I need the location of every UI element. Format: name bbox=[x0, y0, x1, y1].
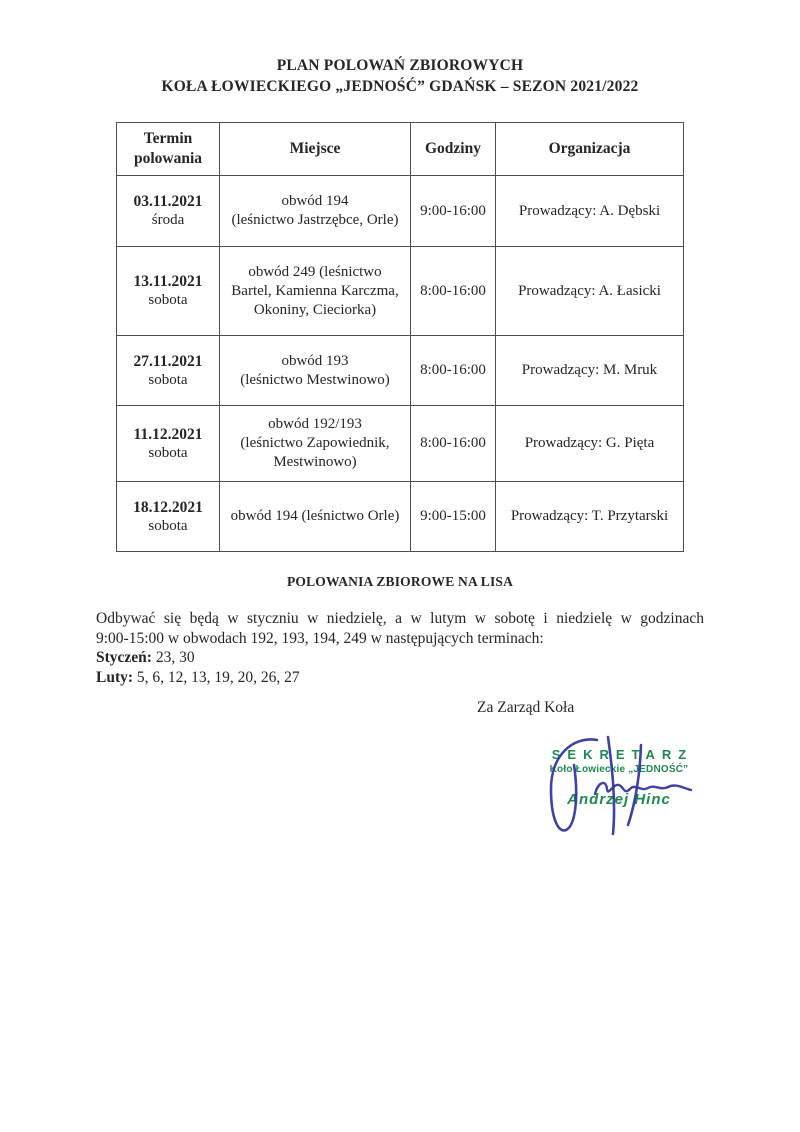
term-label: Styczeń: bbox=[96, 649, 152, 666]
cell-miejsce bbox=[220, 247, 411, 336]
hunt-date: 11.12.2021 bbox=[133, 425, 203, 443]
stamp-signer-name: Andrzej Hinc bbox=[567, 791, 671, 808]
hunt-weekday: sobota bbox=[148, 371, 188, 388]
place-line: Okoniny, Cieciorka) bbox=[253, 301, 377, 318]
table-row bbox=[117, 176, 684, 247]
term-label: Luty: bbox=[96, 668, 134, 686]
intro-line: 9:00-15:00 w obwodach 192, 193, 194, 249 w następujących terminach: bbox=[96, 629, 544, 647]
cell-godziny: 8:00-16:00 bbox=[411, 247, 496, 336]
hunt-schedule-table bbox=[116, 122, 684, 552]
stamp bbox=[541, 747, 697, 808]
term-line bbox=[96, 648, 704, 668]
fox-section-heading: POLOWANIA ZBIOROWE NA LISA bbox=[286, 574, 514, 589]
stamp-role-text: SEKRETARZ bbox=[551, 747, 694, 762]
table-row bbox=[117, 247, 684, 336]
cell-organizacja: Prowadzący: A. Dębski bbox=[496, 176, 684, 247]
column-header-termin: Termin polowania bbox=[117, 123, 220, 176]
cell-organizacja: Prowadzący: M. Mruk bbox=[496, 336, 684, 406]
hunt-date: 13.11.2021 bbox=[133, 273, 203, 290]
hunt-weekday: sobota bbox=[148, 292, 188, 308]
place-line: Mestwinowo) bbox=[273, 454, 357, 470]
hunt-date: 18.12.2021 bbox=[133, 498, 203, 516]
cell-termin bbox=[117, 482, 220, 552]
place-line: (leśnictwo Zapowiednik, bbox=[240, 435, 390, 451]
place-line: (leśnictwo Mestwinowo) bbox=[240, 371, 390, 388]
cell-miejsce bbox=[220, 176, 411, 247]
cell-miejsce bbox=[220, 482, 411, 552]
hunt-date: 03.11.2021 bbox=[133, 193, 203, 210]
document-title-line1: PLAN POLOWAŃ ZBIOROWYCH bbox=[276, 57, 524, 74]
cell-organizacja: Prowadzący: T. Przytarski bbox=[496, 482, 684, 552]
place-line: obwód 194 bbox=[281, 193, 349, 209]
place-line: obwód 192/193 bbox=[268, 416, 362, 432]
cell-miejsce bbox=[220, 336, 411, 406]
table-header-row bbox=[117, 123, 684, 176]
stamp-club-text: Koło Łowieckie „JEDNOŚĆ” bbox=[549, 764, 689, 775]
term-line bbox=[96, 668, 704, 688]
place-line: obwód 194 (leśnictwo Orle) bbox=[230, 508, 400, 524]
term-dates: 5, 6, 12, 13, 19, 20, 26, 27 bbox=[133, 668, 300, 686]
fox-section-body bbox=[96, 609, 704, 687]
hunt-table-body bbox=[117, 176, 684, 552]
cell-termin bbox=[117, 176, 220, 247]
cell-godziny: 8:00-16:00 bbox=[411, 406, 496, 482]
intro-line: Odbywać się będą w styczniu w niedzielę, a w lutym w sobotę i niedzielę w godzinach bbox=[96, 610, 704, 627]
column-header-miejsce: Miejsce bbox=[220, 123, 411, 176]
hunt-weekday: środa bbox=[151, 212, 185, 228]
hunt-date: 27.11.2021 bbox=[133, 352, 203, 370]
cell-termin bbox=[117, 247, 220, 336]
cell-termin bbox=[117, 336, 220, 406]
table-header bbox=[117, 123, 684, 176]
place-line: Bartel, Kamienna Karczma, bbox=[231, 282, 399, 299]
place-line: obwód 249 (leśnictwo bbox=[248, 263, 382, 280]
column-header-godziny: Godziny bbox=[411, 123, 496, 176]
hunt-weekday: sobota bbox=[148, 517, 188, 534]
cell-organizacja: Prowadzący: G. Pięta bbox=[496, 406, 684, 482]
cell-termin bbox=[117, 406, 220, 482]
table-row bbox=[117, 406, 684, 482]
cell-godziny: 9:00-15:00 bbox=[411, 482, 496, 552]
document-title-line2: KOŁA ŁOWIECKIEGO „JEDNOŚĆ” GDAŃSK – SEZON 2021/2022 bbox=[161, 78, 639, 95]
cell-godziny: 9:00-16:00 bbox=[411, 176, 496, 247]
place-line: obwód 193 bbox=[281, 352, 349, 369]
place-line: (leśnictwo Jastrzębce, Orle) bbox=[231, 212, 399, 228]
term-dates: 23, 30 bbox=[151, 649, 195, 666]
cell-organizacja: Prowadzący: A. Łasicki bbox=[496, 247, 684, 336]
signoff-text: Za Zarząd Koła bbox=[477, 699, 575, 716]
column-header-organizacja: Organizacja bbox=[496, 123, 684, 176]
cell-godziny: 8:00-16:00 bbox=[411, 336, 496, 406]
table-row bbox=[117, 336, 684, 406]
document-title bbox=[0, 55, 800, 97]
table-row bbox=[117, 482, 684, 552]
cell-miejsce bbox=[220, 406, 411, 482]
hunt-weekday: sobota bbox=[148, 444, 188, 461]
